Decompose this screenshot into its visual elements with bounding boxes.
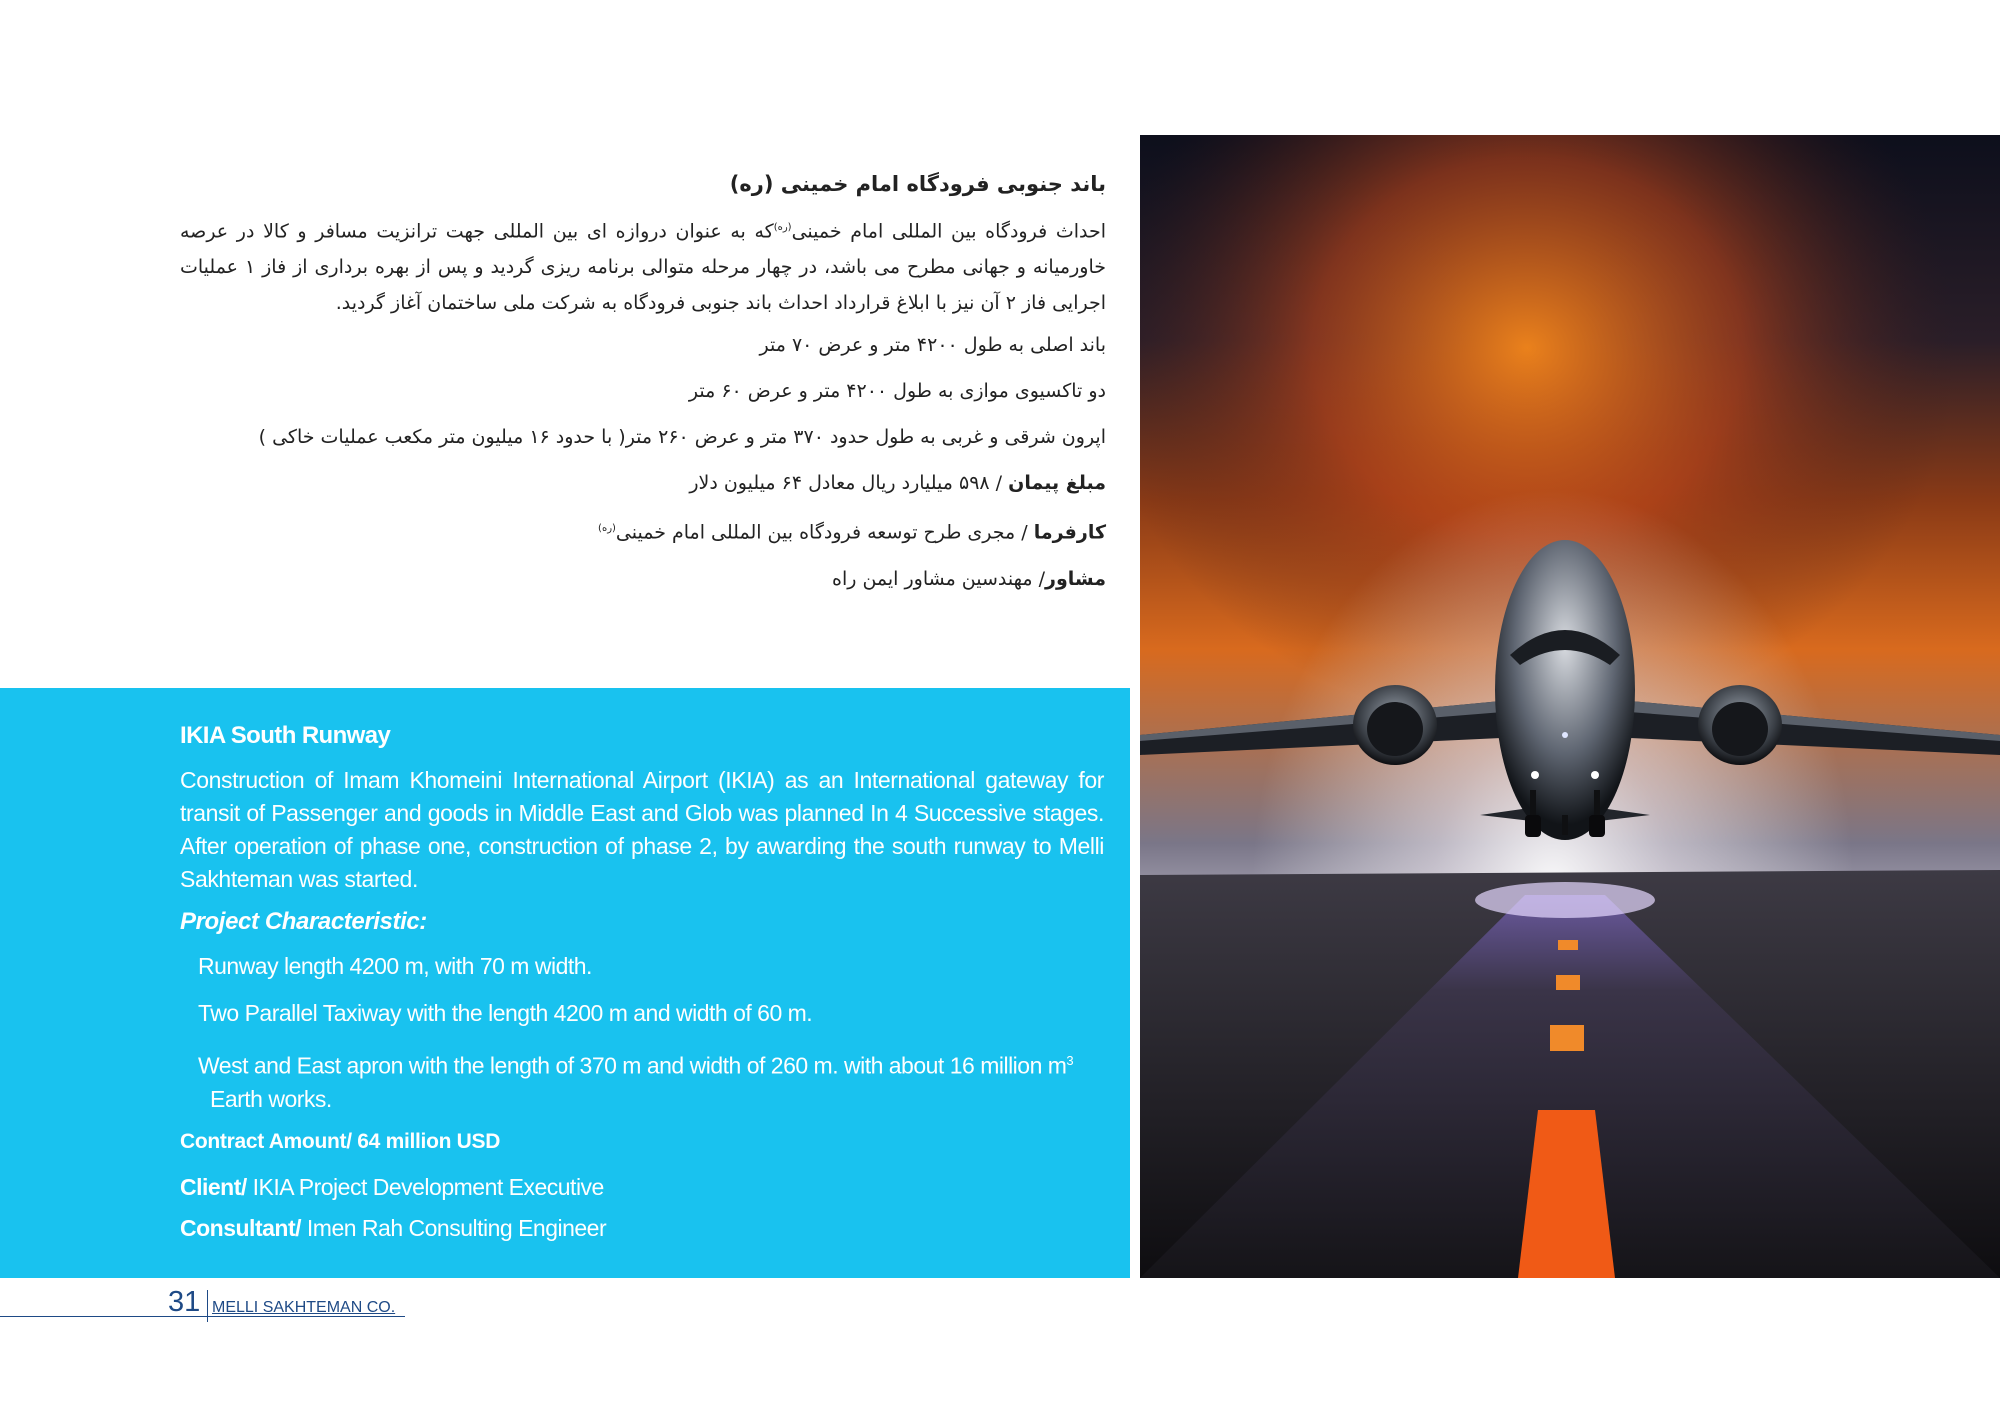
persian-consultant-label: مشاور xyxy=(1045,567,1106,590)
persian-client-sup: (ره) xyxy=(598,523,616,535)
item-apron-sup: 3 xyxy=(1066,1053,1074,1068)
persian-client-value: / مجری طرح توسعه فرودگاه بین المللی امام خمینی xyxy=(615,521,1028,544)
airplane-illustration xyxy=(1140,135,2000,1278)
page-number: 31 xyxy=(168,1286,201,1318)
persian-client-label: کارفرما xyxy=(1033,521,1106,544)
characteristic-heading: Project Characteristic: xyxy=(180,908,427,935)
client-value: IKIA Project Development Executive xyxy=(246,1173,604,1200)
persian-intro-rest: که به عنوان دروازه ای بین المللی جهت ترانزیت مسافر و کالا در عرصه خاورمیانه و جهانی مطرح می باشد، در چهار مرحله متوالی برنامه ریزی گردید و پس از بهره برداری از فاز ۱ عملیات اجرایی فاز ۲ آن نیز با ابلاغ قرارداد احداث باند جنوبی فرودگاه به شرکت ملی ساختمان آغاز گردید. xyxy=(180,220,1106,315)
persian-consultant-value: / مهندسین مشاور ایمن راه xyxy=(832,567,1046,590)
persian-apron: اپرون شرقی و غربی به طول حدود ۳۷۰ متر و عرض ۲۶۰ متر( با حدود ۱۶ میلیون متر مکعب عملیات خاکی ) xyxy=(258,426,1106,449)
persian-title: باند جنوبی فرودگاه امام خمینی (ره) xyxy=(729,172,1106,196)
persian-taxiway: دو تاکسیوی موازی به طول ۴۲۰۰ متر و عرض ۶۰ متر xyxy=(688,380,1106,403)
persian-contract xyxy=(180,469,1106,497)
consultant-line xyxy=(180,1215,1104,1242)
consultant-label: Consultant/ xyxy=(180,1214,301,1241)
item-apron-cont: Earth works. xyxy=(210,1085,332,1112)
company-name: MELLI SAKHTEMAN CO. xyxy=(212,1299,396,1316)
persian-contract-label: مبلغ پیمان xyxy=(1008,472,1106,495)
english-intro: Construction of Imam Khomeini International Airport (IKIA) as an International gateway for transit of Passenger and goods in Middle East and Glob was planned In 4 Successive stages. After operation of phase one, construction of phase 2, by awarding the south runway to Melli Sakhteman was started. xyxy=(180,767,1104,892)
item-taxiway: Two Parallel Taxiway with the length 4200 m and width of 60 m. xyxy=(198,1000,813,1026)
persian-contract-value: / ۵۹۸ میلیارد ریال معادل ۶۴ میلیون دلار xyxy=(689,472,1003,495)
persian-client xyxy=(180,515,1106,546)
persian-consultant xyxy=(180,565,1106,593)
client-label: Client/ xyxy=(180,1173,247,1200)
english-title: IKIA South Runway xyxy=(180,722,391,749)
item-apron xyxy=(198,1044,1104,1116)
persian-section xyxy=(180,172,1106,611)
consultant-value: Imen Rah Consulting Engineer xyxy=(301,1214,607,1241)
footer-divider xyxy=(207,1290,208,1322)
persian-intro-start: احداث فرودگاه بین المللی امام خمینی xyxy=(791,220,1106,243)
contract-amount: Contract Amount/ 64 million USD xyxy=(180,1129,501,1153)
item-runway: Runway length 4200 m, with 70 m width. xyxy=(198,953,592,979)
airplane-runway-photo xyxy=(1140,135,2000,1278)
persian-runway: باند اصلی به طول ۴۲۰۰ متر و عرض ۷۰ متر xyxy=(759,334,1106,357)
english-section xyxy=(180,722,1104,1256)
client-line xyxy=(180,1174,1104,1201)
persian-intro xyxy=(180,210,1106,321)
item-apron-text: West and East apron with the length of 370 m and width of 260 m. with about 16 million m xyxy=(198,1052,1067,1079)
persian-intro-sup: (ره) xyxy=(773,222,792,233)
